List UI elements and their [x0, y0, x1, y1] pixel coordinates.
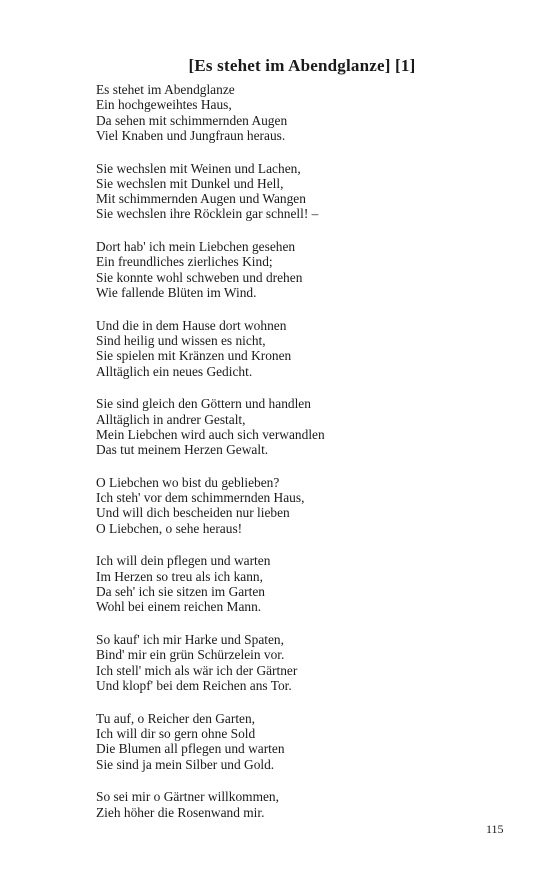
poem-line: Sie spielen mit Kränzen und Kronen — [96, 348, 292, 364]
poem-line: Dort hab' ich mein Liebchen gesehen — [96, 239, 296, 255]
stanza — [96, 82, 325, 143]
poem-line: Sie wechslen ihre Röcklein gar schnell! – — [96, 206, 319, 222]
poem-line: So kauf' ich mir Harke und Spaten, — [96, 632, 284, 648]
poem-line: Mein Liebchen wird auch sich verwandlen — [96, 426, 325, 442]
poem-line: Alltäglich in andrer Gestalt, — [96, 411, 246, 427]
poem-line: Sie sind gleich den Göttern und handlen — [96, 396, 311, 412]
poem-line: Das tut meinem Herzen Gewalt. — [96, 442, 269, 458]
poem-line: Sie wechslen mit Dunkel und Hell, — [96, 175, 284, 191]
poem-line: Ein hochgeweihtes Haus, — [96, 97, 232, 113]
poem-line: Sind heilig und wissen es nicht, — [96, 333, 266, 349]
poem-line: Da sehen mit schimmernden Augen — [96, 112, 288, 128]
poem-line: Sie wechslen mit Weinen und Lachen, — [96, 160, 301, 176]
poem-line: Im Herzen so treu als ich kann, — [96, 568, 263, 584]
poem-line: Mit schimmernden Augen und Wangen — [96, 191, 306, 207]
stanza — [96, 632, 325, 693]
poem-line: Und klopf' bei dem Reichen ans Tor. — [96, 677, 292, 693]
poem-line: Ich stell' mich als wär ich der Gärtner — [96, 662, 298, 678]
page-number: 115 — [486, 822, 504, 836]
poem-line: Alltäglich ein neues Gedicht. — [96, 363, 253, 379]
poem-line: Ich will dein pflegen und warten — [96, 553, 271, 569]
poem-line: Die Blumen all pflegen und warten — [96, 741, 285, 757]
stanza — [96, 161, 325, 222]
poem-line: Und die in dem Hause dort wohnen — [96, 317, 287, 333]
poem-line: Und will dich bescheiden nur lieben — [96, 505, 290, 521]
poem-body — [96, 82, 325, 837]
poem-line: Es stehet im Abendglanze — [96, 82, 235, 97]
poem-line: Wohl bei einem reichen Mann. — [96, 599, 262, 615]
poem-line: Wie fallende Blüten im Wind. — [96, 285, 257, 301]
stanza — [96, 239, 325, 300]
poem-line: Sie sind ja mein Silber und Gold. — [96, 756, 275, 772]
stanza — [96, 789, 325, 820]
poem-line: Sie konnte wohl schweben und drehen — [96, 269, 303, 285]
poem-line: Ich steh' vor dem schimmernden Haus, — [96, 490, 305, 506]
poem-line: Viel Knaben und Jungfraun heraus. — [96, 127, 286, 143]
stanza — [96, 318, 325, 379]
poem-line: O Liebchen wo bist du geblieben? — [96, 474, 280, 490]
stanza — [96, 711, 325, 772]
stanza — [96, 396, 325, 457]
poem-line: Tu auf, o Reicher den Garten, — [96, 710, 256, 726]
stanza — [96, 553, 325, 614]
poem-line: Zieh höher die Rosenwand mir. — [96, 804, 265, 820]
poem-line: Da seh' ich sie sitzen im Garten — [96, 584, 265, 600]
poem-line: O Liebchen, o sehe heraus! — [96, 520, 243, 536]
poem-line: Ein freundliches zierliches Kind; — [96, 254, 273, 270]
poem-line: Bind' mir ein grün Schürzelein vor. — [96, 647, 285, 663]
poem-line: Ich will dir so gern ohne Sold — [96, 725, 256, 741]
poem-title: [Es stehet im Abendglanze] [1] — [188, 56, 416, 75]
poem-line: So sei mir o Gärtner willkommen, — [96, 789, 279, 805]
stanza — [96, 475, 325, 536]
